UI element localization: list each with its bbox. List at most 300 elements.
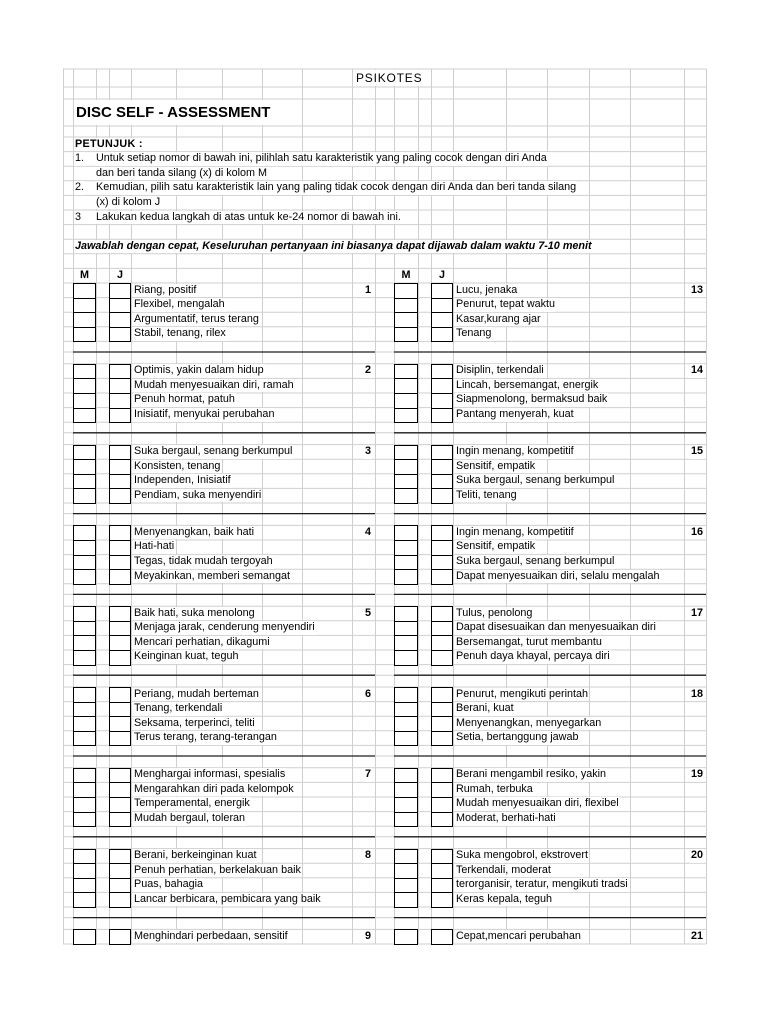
choice-label: Seksama, terperinci, teliti bbox=[134, 716, 255, 729]
m-checkbox[interactable] bbox=[73, 540, 96, 556]
choice-label: Meyakinkan, memberi semangat bbox=[134, 569, 291, 582]
m-checkbox[interactable] bbox=[394, 488, 418, 504]
j-checkbox[interactable] bbox=[109, 445, 131, 461]
group-number: 3 bbox=[364, 445, 371, 458]
m-checkbox[interactable] bbox=[394, 327, 418, 343]
choice-label: Tenang bbox=[456, 327, 492, 340]
choice-row bbox=[73, 878, 375, 893]
j-checkbox[interactable] bbox=[109, 797, 131, 813]
m-checkbox[interactable] bbox=[394, 364, 418, 380]
m-checkbox[interactable] bbox=[73, 312, 96, 328]
choice-row bbox=[394, 797, 706, 812]
m-checkbox[interactable] bbox=[394, 312, 418, 328]
choice-row bbox=[394, 488, 706, 503]
choice-row bbox=[73, 929, 375, 944]
question-group bbox=[73, 687, 375, 745]
j-checkbox[interactable] bbox=[109, 459, 131, 475]
choice-row bbox=[394, 878, 706, 893]
m-checkbox[interactable] bbox=[394, 298, 418, 314]
choice-row bbox=[394, 393, 706, 408]
choice-label: Pantang menyerah, kuat bbox=[456, 408, 574, 421]
m-checkbox[interactable] bbox=[73, 702, 96, 718]
choice-label: Mudah bergaul, toleran bbox=[134, 812, 246, 825]
choice-label: Optimis, yakin dalam hidup bbox=[134, 364, 264, 377]
m-checkbox[interactable] bbox=[73, 283, 96, 299]
m-checkbox[interactable] bbox=[394, 283, 418, 299]
m-checkbox[interactable] bbox=[73, 687, 96, 703]
m-checkbox[interactable] bbox=[73, 364, 96, 380]
m-checkbox[interactable] bbox=[73, 849, 96, 865]
choice-row bbox=[73, 797, 375, 812]
group-number: 4 bbox=[364, 525, 371, 538]
choice-label: Suka bergaul, senang berkumpul bbox=[456, 555, 615, 568]
m-checkbox[interactable] bbox=[394, 768, 418, 784]
m-checkbox[interactable] bbox=[73, 474, 96, 490]
choice-row bbox=[73, 445, 375, 460]
choice-row bbox=[394, 364, 706, 379]
j-checkbox[interactable] bbox=[431, 650, 453, 666]
choice-row bbox=[73, 312, 375, 327]
choice-row bbox=[73, 525, 375, 540]
question-group bbox=[394, 606, 706, 664]
choice-row bbox=[394, 474, 706, 489]
m-checkbox[interactable] bbox=[394, 408, 418, 424]
question-group bbox=[394, 849, 706, 907]
choice-row bbox=[73, 474, 375, 489]
question-group bbox=[394, 687, 706, 745]
j-checkbox[interactable] bbox=[431, 525, 453, 541]
m-checkbox[interactable] bbox=[73, 525, 96, 541]
m-checkbox[interactable] bbox=[73, 327, 96, 343]
choice-label: Ingin menang, kompetitif bbox=[456, 525, 574, 538]
choice-label: Periang, mudah berteman bbox=[134, 687, 259, 700]
j-checkbox[interactable] bbox=[431, 797, 453, 813]
m-checkbox[interactable] bbox=[394, 687, 418, 703]
question-group bbox=[73, 768, 375, 826]
choice-row bbox=[394, 283, 706, 298]
choice-label: Tenang, terkendali bbox=[134, 702, 223, 715]
m-checkbox[interactable] bbox=[394, 606, 418, 622]
j-checkbox[interactable] bbox=[431, 782, 453, 798]
j-checkbox[interactable] bbox=[109, 731, 131, 747]
choice-label: Hati-hati bbox=[134, 540, 175, 553]
group-number: 9 bbox=[364, 929, 371, 942]
step-text: Lakukan kedua langkah di atas untuk ke-24 nomor di bawah ini. bbox=[96, 210, 401, 223]
question-group bbox=[394, 364, 706, 422]
j-checkbox[interactable] bbox=[431, 716, 453, 732]
m-checkbox[interactable] bbox=[73, 892, 96, 908]
j-checkbox[interactable] bbox=[109, 702, 131, 718]
m-checkbox[interactable] bbox=[394, 635, 418, 651]
question-group bbox=[394, 768, 706, 826]
m-checkbox[interactable] bbox=[73, 298, 96, 314]
choice-label: Menyenangkan, menyegarkan bbox=[456, 716, 602, 729]
choice-label: Mengarahkan diri pada kelompok bbox=[134, 782, 294, 795]
j-checkbox[interactable] bbox=[431, 378, 453, 394]
choice-row bbox=[394, 782, 706, 797]
j-checkbox[interactable] bbox=[431, 474, 453, 490]
time-note: Jawablah dengan cepat, Keseluruhan pertanyaan ini biasanya dapat dijawab dalam waktu 7-10 menit bbox=[75, 239, 592, 252]
choice-row bbox=[73, 621, 375, 636]
choice-label: Menyenangkan, baik hati bbox=[134, 525, 255, 538]
m-checkbox[interactable] bbox=[394, 929, 418, 945]
m-checkbox[interactable] bbox=[394, 716, 418, 732]
question-group bbox=[394, 525, 706, 583]
j-checkbox[interactable] bbox=[431, 702, 453, 718]
j-checkbox[interactable] bbox=[431, 408, 453, 424]
choice-row bbox=[394, 650, 706, 665]
choice-label: terorganisir, teratur, mengikuti tradsi bbox=[456, 878, 628, 891]
choice-label: Flexibel, mengalah bbox=[134, 298, 225, 311]
j-checkbox[interactable] bbox=[431, 687, 453, 703]
choice-label: Baik hati, suka menolong bbox=[134, 606, 255, 619]
m-checkbox[interactable] bbox=[394, 569, 418, 585]
group-number: 16 bbox=[690, 525, 703, 538]
m-checkbox[interactable] bbox=[73, 488, 96, 504]
j-checkbox[interactable] bbox=[109, 327, 131, 343]
choice-row bbox=[394, 731, 706, 746]
j-checkbox[interactable] bbox=[109, 849, 131, 865]
j-checkbox[interactable] bbox=[109, 474, 131, 490]
choice-row bbox=[73, 635, 375, 650]
j-checkbox[interactable] bbox=[109, 892, 131, 908]
j-checkbox[interactable] bbox=[109, 621, 131, 637]
question-group bbox=[73, 525, 375, 583]
choice-row bbox=[394, 702, 706, 717]
choice-row bbox=[394, 687, 706, 702]
instructions-heading: PETUNJUK : bbox=[75, 137, 143, 150]
j-checkbox[interactable] bbox=[109, 378, 131, 394]
m-checkbox[interactable] bbox=[73, 863, 96, 879]
choice-label: Disiplin, terkendali bbox=[456, 364, 544, 377]
question-group bbox=[73, 929, 375, 987]
choice-label: Menghindari perbedaan, sensitif bbox=[134, 929, 288, 942]
choice-row bbox=[73, 650, 375, 665]
choice-label: Rumah, terbuka bbox=[456, 782, 533, 795]
choice-label: Lancar berbicara, pembicara yang baik bbox=[134, 892, 321, 905]
question-group bbox=[394, 445, 706, 503]
choice-row bbox=[394, 892, 706, 907]
m-checkbox[interactable] bbox=[73, 650, 96, 666]
choice-row bbox=[394, 408, 706, 423]
m-checkbox[interactable] bbox=[73, 408, 96, 424]
m-checkbox[interactable] bbox=[73, 797, 96, 813]
choice-row bbox=[394, 768, 706, 783]
question-group bbox=[73, 606, 375, 664]
choice-label: Penuh daya khayal, percaya diri bbox=[456, 650, 610, 663]
j-checkbox[interactable] bbox=[431, 878, 453, 894]
choice-label: Siapmenolong, bermaksud baik bbox=[456, 393, 608, 406]
j-checkbox[interactable] bbox=[431, 540, 453, 556]
j-checkbox[interactable] bbox=[109, 782, 131, 798]
choice-label: Menjaga jarak, cenderung menyendiri bbox=[134, 621, 315, 634]
m-checkbox[interactable] bbox=[73, 569, 96, 585]
m-checkbox[interactable] bbox=[394, 540, 418, 556]
choice-label: Berani, berkeinginan kuat bbox=[134, 849, 257, 862]
m-checkbox[interactable] bbox=[73, 459, 96, 475]
choice-label: Keinginan kuat, teguh bbox=[134, 650, 239, 663]
j-checkbox[interactable] bbox=[109, 812, 131, 828]
m-checkbox[interactable] bbox=[394, 621, 418, 637]
m-checkbox[interactable] bbox=[73, 635, 96, 651]
step-number: 3 bbox=[75, 210, 82, 223]
j-checkbox[interactable] bbox=[431, 459, 453, 475]
m-checkbox[interactable] bbox=[394, 445, 418, 461]
choice-label: Suka bergaul, senang berkumpul bbox=[134, 445, 293, 458]
choice-row bbox=[394, 716, 706, 731]
choice-label: Ingin menang, kompetitif bbox=[456, 445, 574, 458]
choice-label: Keras kepala, teguh bbox=[456, 892, 553, 905]
choice-row bbox=[394, 863, 706, 878]
m-checkbox[interactable] bbox=[394, 892, 418, 908]
j-checkbox[interactable] bbox=[109, 606, 131, 622]
m-checkbox[interactable] bbox=[394, 474, 418, 490]
choice-label: Argumentatif, terus terang bbox=[134, 312, 259, 325]
choice-row bbox=[73, 327, 375, 342]
choice-label: Penurut, tepat waktu bbox=[456, 298, 556, 311]
choice-row bbox=[394, 459, 706, 474]
choice-row bbox=[73, 488, 375, 503]
choice-label: Terkendali, moderat bbox=[456, 863, 551, 876]
choice-label: Suka mengobrol, ekstrovert bbox=[456, 849, 589, 862]
choice-row bbox=[73, 364, 375, 379]
step-text: Kemudian, pilih satu karakteristik lain yang paling tidak cocok dengan diri Anda dan beri tanda silang bbox=[96, 181, 577, 194]
choice-row bbox=[73, 298, 375, 313]
group-number: 18 bbox=[690, 687, 703, 700]
choice-label: Penurut, mengikuti perintah bbox=[456, 687, 589, 700]
j-checkbox[interactable] bbox=[431, 768, 453, 784]
j-checkbox[interactable] bbox=[109, 878, 131, 894]
choice-row bbox=[394, 312, 706, 327]
question-group bbox=[73, 364, 375, 422]
j-checkbox[interactable] bbox=[431, 393, 453, 409]
choice-row bbox=[73, 687, 375, 702]
j-checkbox[interactable] bbox=[109, 863, 131, 879]
group-number: 14 bbox=[690, 364, 703, 377]
j-checkbox[interactable] bbox=[109, 283, 131, 299]
step-text: dan beri tanda silang (x) di kolom M bbox=[96, 166, 268, 179]
choice-label: Stabil, tenang, rilex bbox=[134, 327, 226, 340]
m-column-header: M bbox=[80, 268, 89, 281]
m-checkbox[interactable] bbox=[394, 459, 418, 475]
choice-label: Setia, bertanggung jawab bbox=[456, 731, 579, 744]
choice-row bbox=[73, 731, 375, 746]
choice-label: Sensitif, empatik bbox=[456, 459, 536, 472]
j-checkbox[interactable] bbox=[431, 364, 453, 380]
choice-label: Suka bergaul, senang berkumpul bbox=[456, 474, 615, 487]
step-number: 1. bbox=[75, 152, 85, 165]
choice-label: Dapat disesuaikan dan menyesuaikan diri bbox=[456, 621, 656, 634]
m-checkbox[interactable] bbox=[73, 716, 96, 732]
m-checkbox[interactable] bbox=[394, 378, 418, 394]
choice-row bbox=[73, 555, 375, 570]
j-checkbox[interactable] bbox=[109, 408, 131, 424]
group-number: 17 bbox=[690, 606, 703, 619]
j-checkbox[interactable] bbox=[431, 621, 453, 637]
group-number: 15 bbox=[690, 445, 703, 458]
j-checkbox[interactable] bbox=[431, 327, 453, 343]
j-checkbox[interactable] bbox=[109, 650, 131, 666]
j-checkbox[interactable] bbox=[431, 569, 453, 585]
j-checkbox[interactable] bbox=[431, 488, 453, 504]
choice-row bbox=[394, 849, 706, 864]
j-checkbox[interactable] bbox=[109, 525, 131, 541]
j-checkbox[interactable] bbox=[109, 929, 131, 945]
j-checkbox[interactable] bbox=[109, 555, 131, 571]
group-number: 5 bbox=[364, 606, 371, 619]
m-checkbox[interactable] bbox=[394, 849, 418, 865]
choice-label: Penuh perhatian, berkelakuan baik bbox=[134, 863, 301, 876]
choice-label: Sensitif, empatik bbox=[456, 540, 536, 553]
choice-row bbox=[73, 540, 375, 555]
choice-row bbox=[73, 849, 375, 864]
m-checkbox[interactable] bbox=[73, 555, 96, 571]
choice-label: Lincah, bersemangat, energik bbox=[456, 378, 599, 391]
j-checkbox[interactable] bbox=[109, 298, 131, 314]
j-checkbox[interactable] bbox=[431, 283, 453, 299]
j-checkbox[interactable] bbox=[431, 635, 453, 651]
j-checkbox[interactable] bbox=[109, 312, 131, 328]
choice-row bbox=[73, 716, 375, 731]
j-checkbox[interactable] bbox=[431, 555, 453, 571]
j-checkbox[interactable] bbox=[431, 929, 453, 945]
j-checkbox[interactable] bbox=[431, 298, 453, 314]
choice-row bbox=[394, 812, 706, 827]
choice-row bbox=[394, 635, 706, 650]
choice-row bbox=[73, 408, 375, 423]
j-column-header: J bbox=[438, 268, 445, 281]
choice-label: Lucu, jenaka bbox=[456, 283, 518, 296]
choice-label: Pendiam, suka menyendiri bbox=[134, 488, 262, 501]
choice-label: Tulus, penolong bbox=[456, 606, 533, 619]
choice-label: Dapat menyesuaikan diri, selalu mengalah bbox=[456, 569, 660, 582]
m-checkbox[interactable] bbox=[394, 878, 418, 894]
m-checkbox[interactable] bbox=[73, 606, 96, 622]
group-number: 13 bbox=[690, 283, 703, 296]
j-checkbox[interactable] bbox=[431, 812, 453, 828]
j-column-header: J bbox=[116, 268, 123, 281]
j-checkbox[interactable] bbox=[431, 849, 453, 865]
choice-row bbox=[394, 569, 706, 584]
j-checkbox[interactable] bbox=[109, 687, 131, 703]
m-checkbox[interactable] bbox=[394, 702, 418, 718]
choice-row bbox=[73, 863, 375, 878]
group-number: 6 bbox=[364, 687, 371, 700]
choice-row bbox=[73, 702, 375, 717]
j-checkbox[interactable] bbox=[431, 863, 453, 879]
choice-label: Terus terang, terang-terangan bbox=[134, 731, 277, 744]
page-title: PSIKOTES bbox=[356, 71, 423, 85]
j-checkbox[interactable] bbox=[431, 892, 453, 908]
j-checkbox[interactable] bbox=[109, 716, 131, 732]
choice-row bbox=[73, 606, 375, 621]
j-checkbox[interactable] bbox=[109, 569, 131, 585]
j-checkbox[interactable] bbox=[109, 488, 131, 504]
choice-label: Inisiatif, menyukai perubahan bbox=[134, 408, 275, 421]
m-checkbox[interactable] bbox=[73, 878, 96, 894]
choice-row bbox=[73, 459, 375, 474]
choice-label: Riang, positif bbox=[134, 283, 197, 296]
m-checkbox[interactable] bbox=[73, 812, 96, 828]
choice-label: Puas, bahagia bbox=[134, 878, 204, 891]
choice-label: Moderat, berhati-hati bbox=[456, 812, 556, 825]
choice-row bbox=[394, 378, 706, 393]
m-checkbox[interactable] bbox=[73, 445, 96, 461]
question-group bbox=[394, 283, 706, 341]
m-checkbox[interactable] bbox=[73, 731, 96, 747]
m-checkbox[interactable] bbox=[73, 782, 96, 798]
j-checkbox[interactable] bbox=[431, 606, 453, 622]
m-checkbox[interactable] bbox=[73, 768, 96, 784]
m-checkbox[interactable] bbox=[394, 525, 418, 541]
choice-row bbox=[394, 327, 706, 342]
m-checkbox[interactable] bbox=[73, 393, 96, 409]
assessment-title: DISC SELF - ASSESSMENT bbox=[75, 100, 271, 125]
m-checkbox[interactable] bbox=[394, 731, 418, 747]
choice-label: Bersemangat, turut membantu bbox=[456, 635, 602, 648]
choice-label: Independen, Inisiatif bbox=[134, 474, 231, 487]
choice-row bbox=[73, 892, 375, 907]
j-checkbox[interactable] bbox=[109, 393, 131, 409]
choice-row bbox=[394, 298, 706, 313]
choice-label: Kasar,kurang ajar bbox=[456, 312, 541, 325]
m-checkbox[interactable] bbox=[394, 782, 418, 798]
choice-label: Berani mengambil resiko, yakin bbox=[456, 768, 607, 781]
m-checkbox[interactable] bbox=[73, 621, 96, 637]
m-checkbox[interactable] bbox=[394, 863, 418, 879]
choice-label: Penuh hormat, patuh bbox=[134, 393, 235, 406]
step-number: 2. bbox=[75, 181, 85, 194]
m-checkbox[interactable] bbox=[394, 797, 418, 813]
choice-label: Mudah menyesuaikan diri, flexibel bbox=[456, 797, 619, 810]
j-checkbox[interactable] bbox=[109, 635, 131, 651]
j-checkbox[interactable] bbox=[431, 445, 453, 461]
choice-row bbox=[394, 525, 706, 540]
group-number: 20 bbox=[690, 849, 703, 862]
m-checkbox[interactable] bbox=[73, 929, 96, 945]
j-checkbox[interactable] bbox=[109, 540, 131, 556]
m-checkbox[interactable] bbox=[394, 812, 418, 828]
choice-label: Mudah menyesuaikan diri, ramah bbox=[134, 378, 294, 391]
group-number: 1 bbox=[364, 283, 371, 296]
choice-row bbox=[73, 812, 375, 827]
choice-row bbox=[73, 393, 375, 408]
m-checkbox[interactable] bbox=[394, 555, 418, 571]
choice-label: Teliti, tenang bbox=[456, 488, 517, 501]
choice-row bbox=[73, 378, 375, 393]
m-checkbox[interactable] bbox=[73, 378, 96, 394]
j-checkbox[interactable] bbox=[109, 768, 131, 784]
choice-label: Menghargai informasi, spesialis bbox=[134, 768, 286, 781]
choice-row bbox=[73, 569, 375, 584]
m-column-header: M bbox=[401, 268, 411, 281]
choice-label: Tegas, tidak mudah tergoyah bbox=[134, 555, 273, 568]
choice-row bbox=[394, 445, 706, 460]
m-checkbox[interactable] bbox=[394, 393, 418, 409]
choice-label: Berani, kuat bbox=[456, 702, 514, 715]
group-number: 2 bbox=[364, 364, 371, 377]
choice-row bbox=[394, 929, 706, 944]
choice-row bbox=[73, 768, 375, 783]
m-checkbox[interactable] bbox=[394, 650, 418, 666]
choice-label: Konsisten, tenang bbox=[134, 459, 221, 472]
choice-label: Mencari perhatian, dikagumi bbox=[134, 635, 270, 648]
j-checkbox[interactable] bbox=[109, 364, 131, 380]
j-checkbox[interactable] bbox=[431, 731, 453, 747]
question-group bbox=[73, 445, 375, 503]
j-checkbox[interactable] bbox=[431, 312, 453, 328]
group-number: 21 bbox=[690, 929, 703, 942]
